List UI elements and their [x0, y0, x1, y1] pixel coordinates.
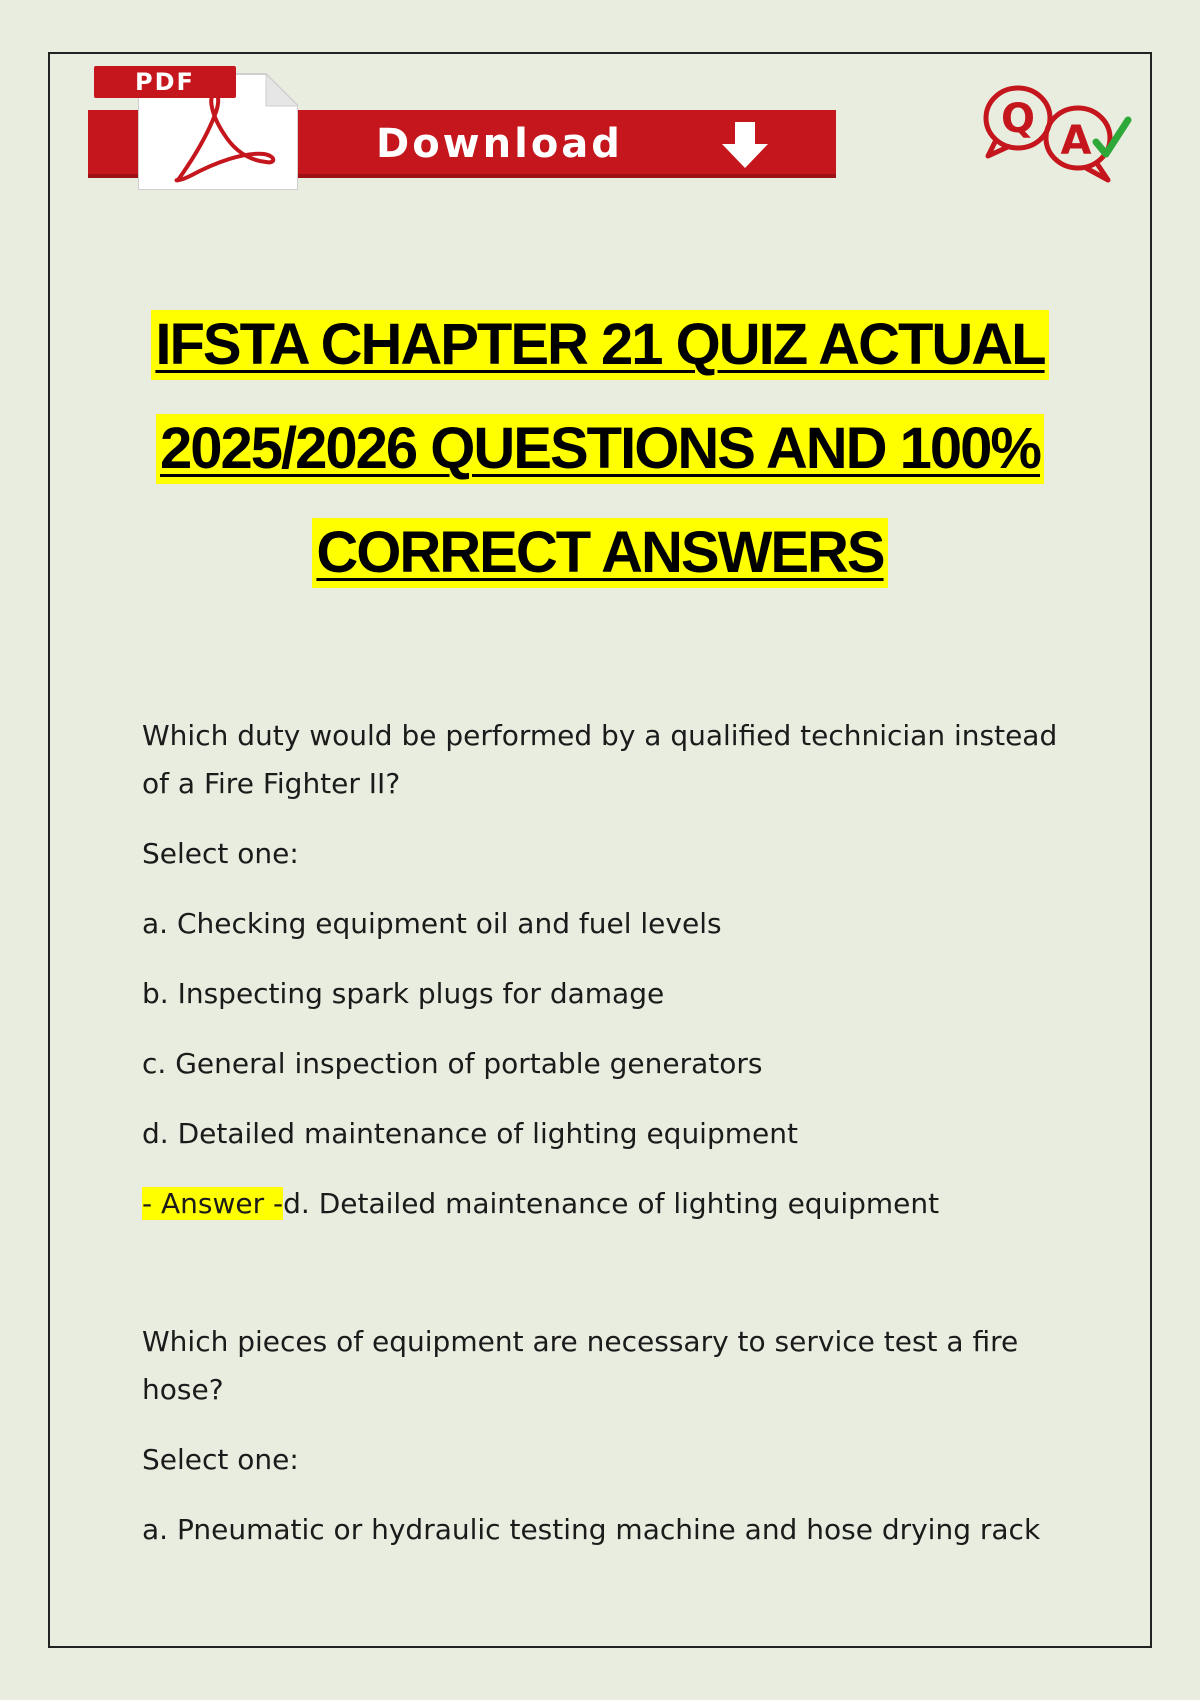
download-arrow-icon — [718, 120, 772, 170]
correct-answer — [142, 1180, 1062, 1228]
question-text: Which duty would be performed by a qualified technician instead of a Fire Fighter II? — [142, 719, 1058, 800]
title-line-3: CORRECT ANSWERS — [312, 518, 887, 588]
answer-option: a. Pneumatic or hydraulic testing machine and hose drying rack — [142, 1513, 1041, 1546]
download-label: Download — [376, 121, 623, 167]
answer-option: c. General inspection of portable generators — [142, 1047, 763, 1080]
title-line-1: IFSTA CHAPTER 21 QUIZ ACTUAL — [151, 310, 1048, 380]
svg-text:Q: Q — [1000, 96, 1036, 142]
select-one-label: Select one: — [142, 1443, 299, 1476]
answer-option: a. Checking equipment oil and fuel levels — [142, 907, 722, 940]
question-text: Which pieces of equipment are necessary to service test a fire hose? — [142, 1325, 1019, 1406]
qa-logo-icon — [978, 80, 1138, 190]
pdf-label: PDF — [94, 66, 236, 98]
qa-body — [142, 712, 1062, 1554]
select-one-label: Select one: — [142, 837, 299, 870]
download-banner[interactable] — [88, 62, 836, 192]
document-title — [60, 310, 1140, 622]
answer-tag: - Answer - — [142, 1187, 284, 1220]
question-block — [142, 1318, 1062, 1554]
svg-text:A: A — [1060, 118, 1092, 164]
answer-text: d. Detailed maintenance of lighting equipment — [283, 1187, 940, 1220]
answer-option: b. Inspecting spark plugs for damage — [142, 977, 665, 1010]
answer-option: d. Detailed maintenance of lighting equipment — [142, 1117, 798, 1150]
title-line-2: 2025/2026 QUESTIONS AND 100% — [156, 414, 1044, 484]
question-block — [142, 712, 1062, 1228]
